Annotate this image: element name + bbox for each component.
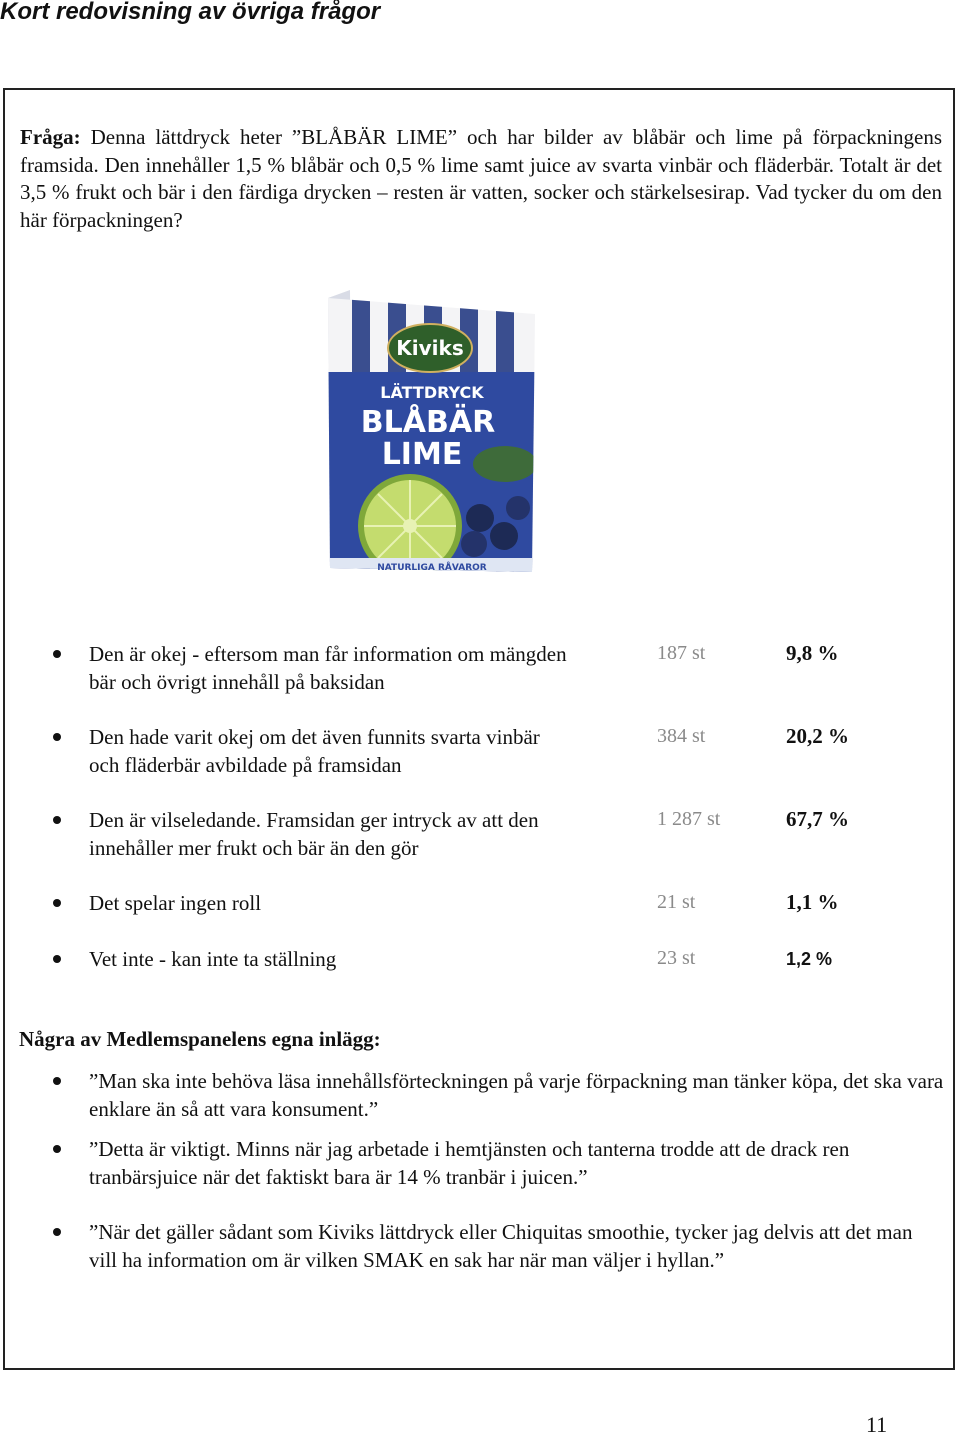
comments-heading: Några av Medlemspanelens egna inlägg:: [19, 1027, 381, 1051]
response-percent-4: 1,1 %: [786, 890, 839, 914]
bullet-icon: [52, 1228, 62, 1238]
product-carton-illustration: [300, 286, 560, 586]
product-image: [300, 286, 560, 586]
response-text-3: Den är vilseledande. Framsidan ger intryck av att den innehåller mer frukt och bär än den gör: [89, 808, 539, 860]
question-paragraph: [20, 124, 942, 234]
response-text-5: Vet inte - kan inte ta ställning: [89, 947, 337, 971]
bullet-icon: [52, 899, 62, 909]
bullet-icon: [52, 1145, 62, 1155]
page-title: Kort redovisning av övriga frågor: [0, 0, 381, 25]
brand-logo-text: Kiviks: [396, 336, 464, 360]
bullet-icon: [52, 650, 62, 660]
response-percent-3: 67,7 %: [786, 807, 849, 831]
product-line2: BLÅBÄR: [360, 405, 496, 440]
product-line1: LÄTTDRYCK: [380, 383, 484, 402]
response-count-5: 23 st: [657, 947, 696, 969]
bullet-icon: [52, 733, 62, 743]
question-text: Denna lättdryck heter ”BLÅBÄR LIME” och har bilder av blåbär och lime på förpackningens framsida. Den innehåller 1,5 % blåbär och 0,5 % lime samt juice av svarta vinbär och fläderbär. Totalt är det 3,5 % frukt och bär i den färdiga drycken – resten är vatten, socker och stärkelsesirap. Vad tycker du om den här förpackningen?: [20, 125, 942, 232]
comment-3: ”När det gäller sådant som Kiviks lättdryck eller Chiquitas smoothie, tycker jag delvis att det man vill ha information om är vilken SMAK en sak har när man väljer i hyllan.”: [89, 1220, 913, 1272]
bullet-icon: [52, 955, 62, 965]
response-count-4: 21 st: [657, 891, 696, 913]
response-text-1: Den är okej - eftersom man får information om mängden bär och övrigt innehåll på baksidan: [89, 642, 567, 694]
bullet-icon: [52, 1077, 62, 1087]
comment-1: ”Man ska inte behöva läsa innehållsförteckningen på varje förpackning man tänker köpa, det ska vara enklare än så att vara konsument.”: [89, 1069, 944, 1121]
page-number: 11: [866, 1412, 888, 1437]
comment-2: ”Detta är viktigt. Minns när jag arbetade i hemtjänsten och tanterna trodde att de drack ren tranbärsjuice när det faktiskt bara är 14 % tranbär i juicen.”: [89, 1137, 850, 1189]
response-count-1: 187 st: [657, 642, 706, 664]
response-text-4: Det spelar ingen roll: [89, 891, 262, 915]
response-percent-5: 1,2 %: [786, 949, 833, 969]
product-line3: LIME: [381, 437, 463, 472]
bullet-icon: [52, 816, 62, 826]
response-text-2: Den hade varit okej om det även funnits svarta vinbär och fläderbär avbildade på framsidan: [89, 725, 540, 777]
response-percent-2: 20,2 %: [786, 724, 849, 748]
response-count-2: 384 st: [657, 725, 706, 747]
response-percent-1: 9,8 %: [786, 641, 839, 665]
product-footer-text: NATURLIGA RÅVAROR: [377, 563, 487, 573]
question-label: Fråga:: [20, 125, 81, 149]
response-count-3: 1 287 st: [657, 808, 721, 830]
